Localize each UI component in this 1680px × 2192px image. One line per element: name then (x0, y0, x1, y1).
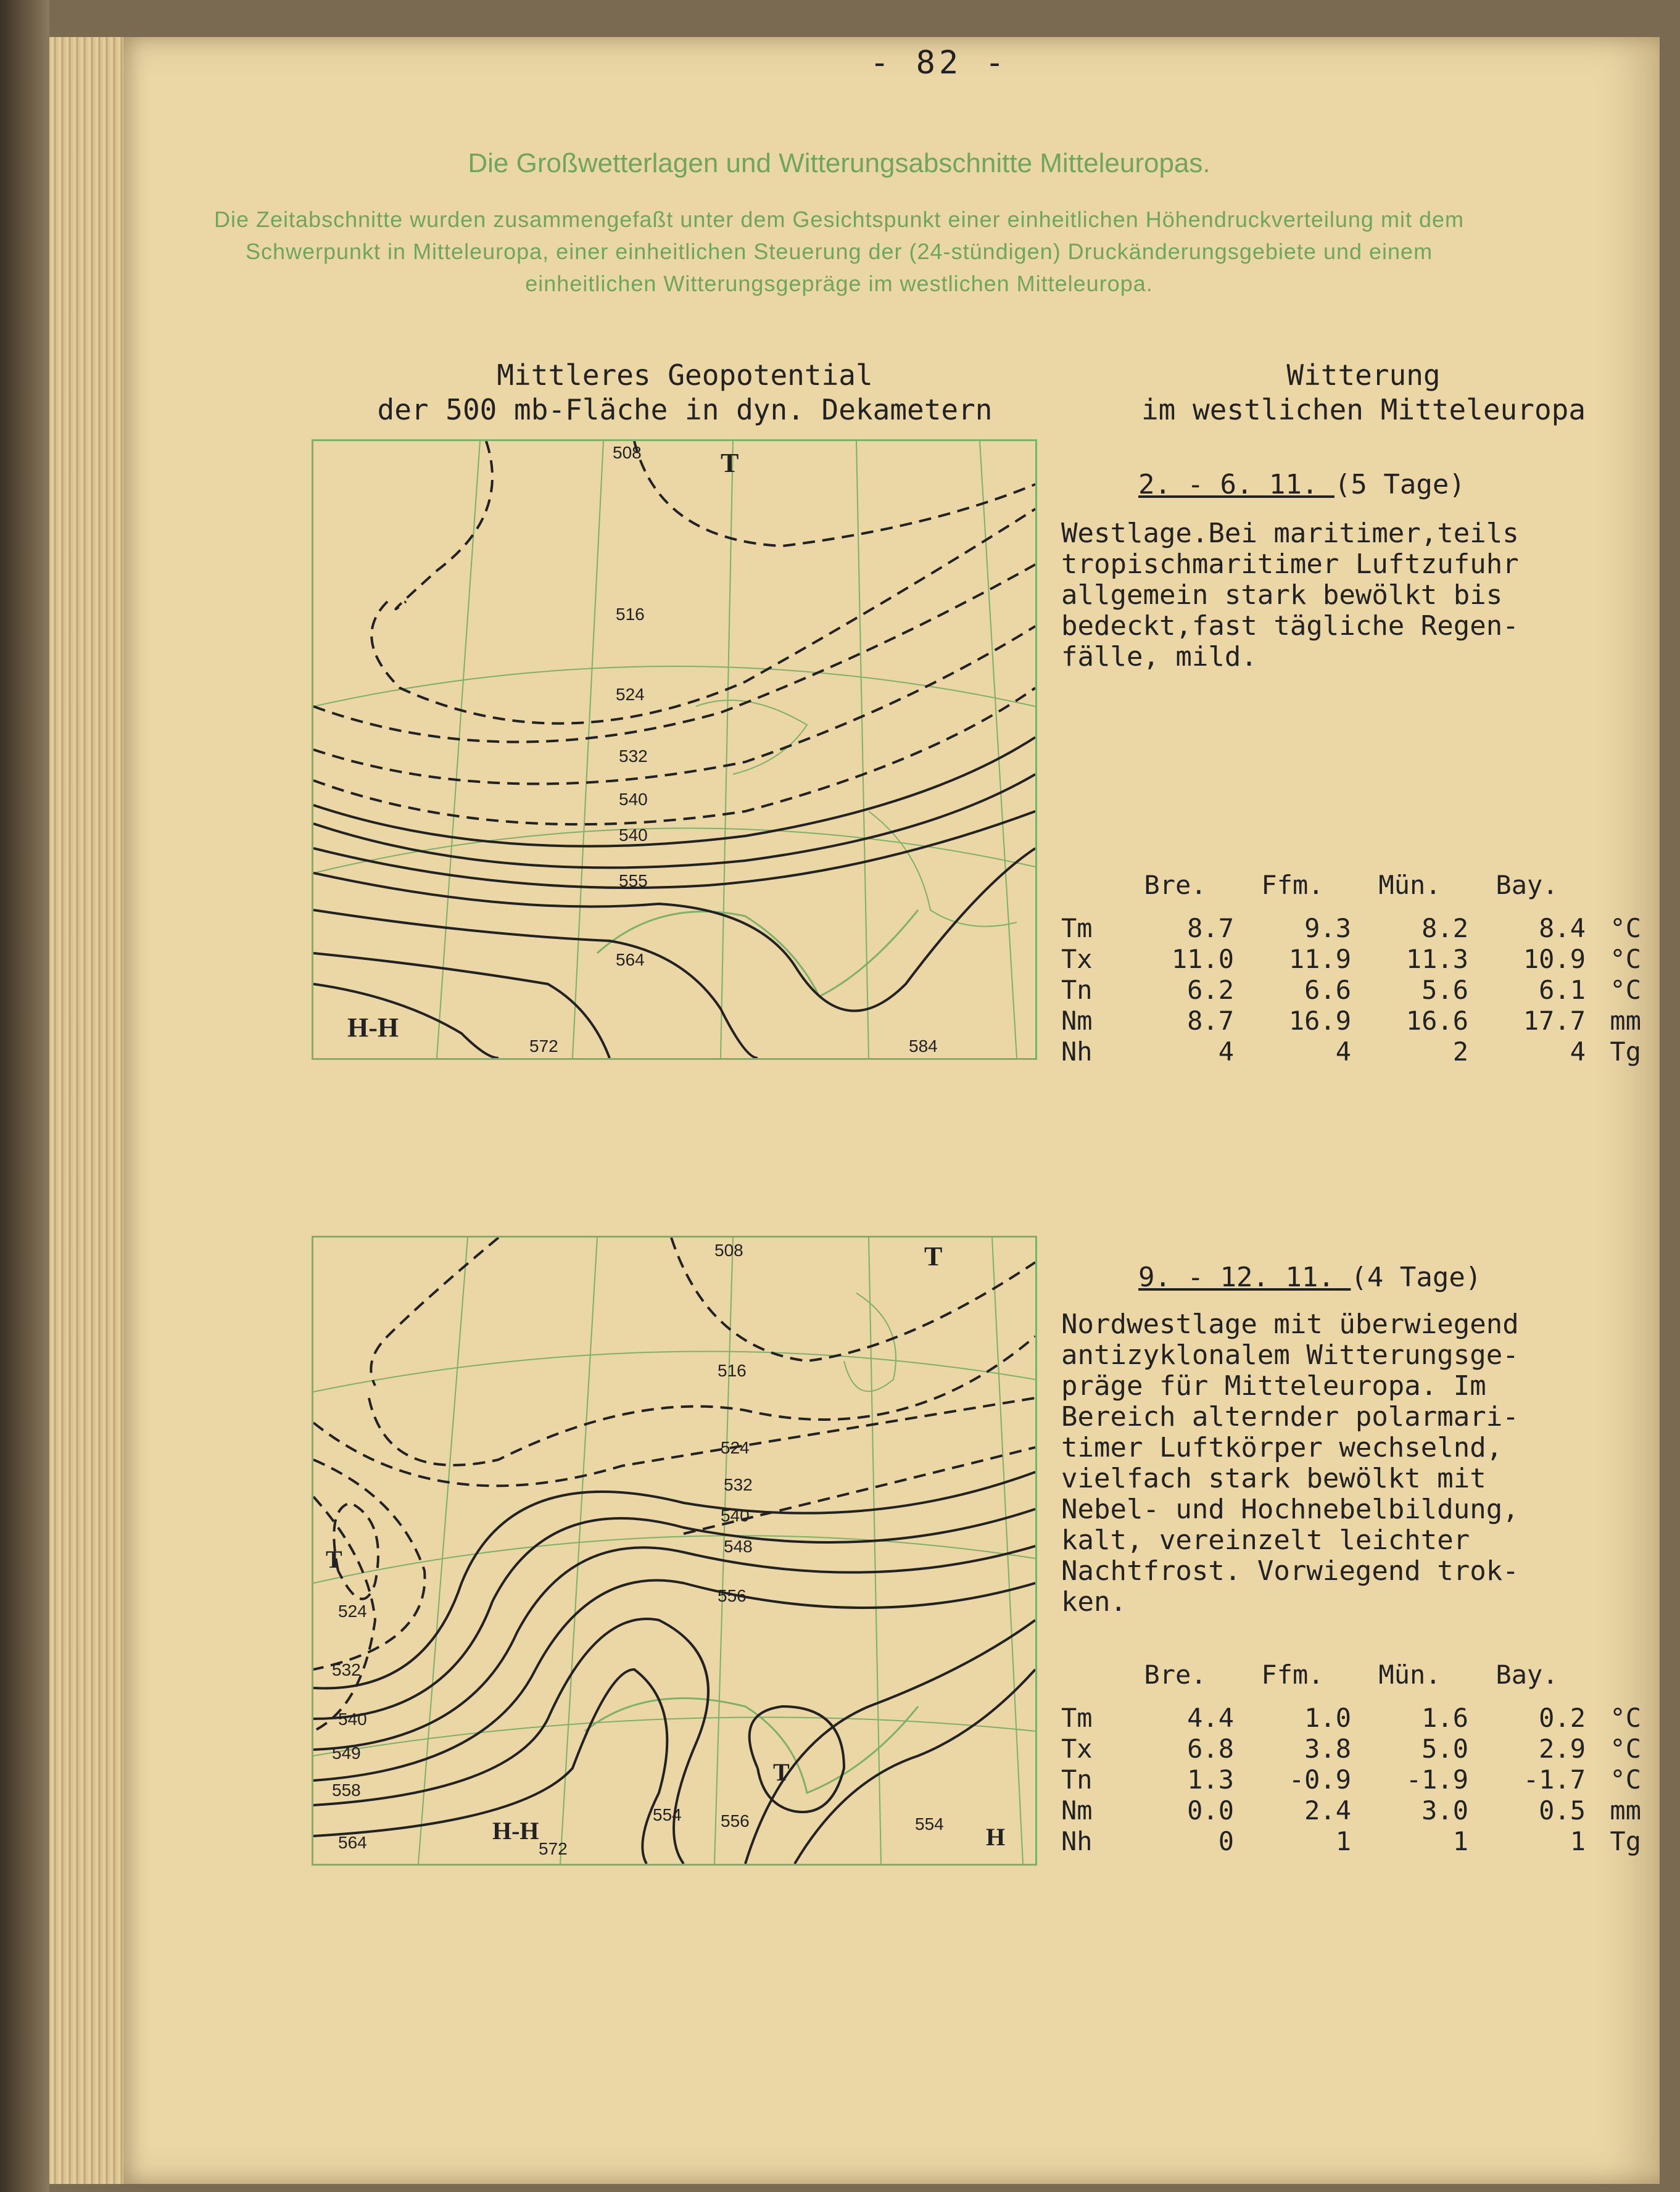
unit: mm (1610, 1005, 1641, 1036)
contour-label-564-west: 564 (338, 1833, 367, 1852)
cell: 1.0 (1304, 1702, 1351, 1733)
period-1-duration: (5 Tage) (1334, 469, 1465, 500)
contour-label-508: 508 (613, 443, 642, 462)
description-1: Westlage.Bei maritimer,teils tropischmaritimer Luftzufuhr allgemein stark bewölkt bis bedeckt,fast tägliche Regen- fälle, mild. (1061, 518, 1519, 672)
period-2-duration: (4 Tage) (1351, 1262, 1482, 1293)
high-pressure-symbol-southeast: H (986, 1823, 1006, 1851)
low-pressure-symbol-north: T (924, 1241, 943, 1272)
contour-label-532: 532 (619, 747, 648, 766)
cell: 8.4 (1539, 912, 1586, 943)
cell: 8.2 (1421, 912, 1468, 943)
unit: Tg (1610, 1826, 1641, 1856)
row-label: Nm (1061, 1795, 1093, 1826)
cell: 16.6 (1405, 1005, 1468, 1036)
contour-label-555: 555 (619, 871, 648, 890)
cell: 6.1 (1539, 974, 1586, 1005)
contour-label-564: 564 (616, 950, 645, 969)
weather-table-2 (1061, 1660, 1641, 1856)
cell: 11.9 (1288, 943, 1351, 974)
period-1 (1138, 469, 1465, 500)
contour-label-516: 516 (718, 1361, 747, 1380)
book-spine-shadow (0, 0, 49, 2192)
contour-label-540: 540 (721, 1506, 750, 1525)
cell: 1.6 (1421, 1702, 1468, 1733)
contour-label-532: 532 (724, 1475, 753, 1494)
cell: 8.7 (1187, 912, 1234, 943)
cell: 1.3 (1187, 1764, 1234, 1795)
cell: 6.6 (1304, 974, 1351, 1005)
contour-label-572: 572 (529, 1036, 558, 1056)
table-row (1061, 1795, 1641, 1826)
table-row (1061, 1702, 1641, 1733)
row-label: Nh (1061, 1826, 1093, 1856)
col-bre: Bre. (1144, 870, 1207, 900)
cell: 4 (1335, 1036, 1351, 1067)
col-muen: Mün. (1378, 1660, 1441, 1690)
page-number: - 82 - (870, 44, 1008, 81)
row-label: Tn (1061, 1764, 1093, 1795)
col-bre: Bre. (1144, 1660, 1207, 1690)
unit: °C (1610, 943, 1641, 974)
weather-heading-line1: Witterung (1286, 358, 1441, 392)
row-label: Nm (1061, 1005, 1093, 1036)
cell: 1 (1452, 1826, 1468, 1856)
weather-column-heading (1086, 358, 1641, 427)
map-heading-line2: der 500 mb-Fläche in dyn. Dekametern (377, 393, 993, 426)
contour-label-554: 554 (653, 1805, 682, 1824)
table-row (1061, 1764, 1641, 1795)
cell: 10.9 (1523, 943, 1586, 974)
unit: mm (1610, 1795, 1641, 1826)
weather-table-1 (1061, 870, 1641, 1067)
cell: -1.7 (1523, 1764, 1586, 1795)
contour-label-584: 584 (909, 1036, 938, 1056)
col-muen: Mün. (1378, 870, 1441, 900)
weather-heading-line2: im westlichen Mitteleuropa (1141, 393, 1586, 426)
unit: °C (1610, 1702, 1641, 1733)
contour-label-524: 524 (721, 1438, 750, 1457)
dashed-contours (313, 1238, 1035, 1731)
col-ffm: Ffm. (1261, 870, 1324, 900)
table-row (1061, 1005, 1641, 1036)
row-label: Tm (1061, 1702, 1093, 1733)
unit: °C (1610, 1764, 1641, 1795)
cell: 4 (1218, 1036, 1234, 1067)
contour-map-2 (313, 1238, 1035, 1864)
cell: -1.9 (1405, 1764, 1468, 1795)
period-1-dates: 2. - 6. 11. (1138, 469, 1318, 500)
cell: 1 (1335, 1826, 1351, 1856)
contour-label-532-west: 532 (332, 1660, 361, 1679)
cell: 3.0 (1421, 1795, 1468, 1826)
low-pressure-symbol-west: T (326, 1545, 342, 1573)
contour-label-554-east: 554 (915, 1814, 944, 1834)
table-row (1061, 912, 1641, 943)
cell: 16.9 (1288, 1005, 1351, 1036)
row-label: Tx (1061, 943, 1093, 974)
period-2-dates: 9. - 12. 11. (1138, 1262, 1334, 1293)
contour-label-572: 572 (539, 1839, 568, 1858)
contour-label-540b: 540 (619, 825, 648, 845)
cell: -0.9 (1288, 1764, 1351, 1795)
table-row (1061, 1036, 1641, 1067)
row-label: Tm (1061, 912, 1093, 943)
cell: 6.8 (1187, 1733, 1234, 1764)
cell: 0.0 (1187, 1795, 1234, 1826)
contour-label-540-west: 540 (338, 1710, 367, 1729)
row-label: Nh (1061, 1036, 1093, 1067)
table-row (1061, 1733, 1641, 1764)
cell: 0.5 (1539, 1795, 1586, 1826)
page-title: Die Großwetterlagen und Witterungsabschnitte Mitteleuropas. (468, 148, 1210, 178)
cell: 11.3 (1405, 943, 1468, 974)
cell: 0.2 (1539, 1702, 1586, 1733)
contour-label-516: 516 (616, 605, 645, 624)
contour-label-524: 524 (616, 685, 645, 704)
map-heading-line1: Mittleres Geopotential (497, 358, 873, 392)
col-bay: Bay. (1496, 870, 1558, 900)
table-row (1061, 974, 1641, 1005)
cell: 8.7 (1187, 1005, 1234, 1036)
contour-label-549-west: 549 (332, 1743, 361, 1763)
cell: 17.7 (1523, 1005, 1586, 1036)
low-pressure-symbol-italy: T (773, 1758, 790, 1786)
intro-paragraph: Die Zeitabschnitte wurden zusammengefaßt unter dem Gesichtspunkt einer einheitlichen Höhendruckverteilung mit dem Schwerpunkt in Mitteleuropa, einer einheitlichen Steuerung der (24-stündigen) Druckänderungsgebiete und einem einheitlichen Witterungsgepräge im westlichen Mitteleuropa. (214, 207, 1464, 296)
unit: Tg (1610, 1036, 1641, 1067)
cell: 5.6 (1421, 974, 1468, 1005)
cell: 4.4 (1187, 1702, 1234, 1733)
col-bay: Bay. (1496, 1660, 1558, 1690)
map-column-heading (296, 358, 1074, 427)
row-label: Tn (1061, 974, 1093, 1005)
contour-map-1 (313, 441, 1035, 1058)
cell: 6.2 (1187, 974, 1234, 1005)
cell: 1 (1570, 1826, 1586, 1856)
col-ffm: Ffm. (1261, 1660, 1324, 1690)
contour-label-524-west: 524 (338, 1602, 367, 1621)
high-pressure-symbol-southwest: H-H (492, 1817, 539, 1845)
cell: 2.9 (1539, 1733, 1586, 1764)
contour-label-540a: 540 (619, 790, 648, 809)
contour-label-548: 548 (724, 1537, 753, 1556)
cell: 9.3 (1304, 912, 1351, 943)
dashed-contours (313, 441, 1035, 824)
geopotential-map-2 (312, 1236, 1037, 1866)
unit: °C (1610, 912, 1641, 943)
cell: 4 (1570, 1036, 1586, 1067)
period-2 (1138, 1262, 1481, 1293)
table-row (1061, 943, 1641, 974)
contour-label-508: 508 (714, 1241, 743, 1260)
row-label: Tx (1061, 1733, 1093, 1764)
unit: °C (1610, 974, 1641, 1005)
description-2: Nordwestlage mit überwiegend antizyklonalem Witterungsge- präge für Mitteleuropa. Im Bereich alternder polarmari- timer Luftkörper wechselnd, vielfach stark bewölkt mit Nebel- und Hochnebelbildung, kalt, vereinzelt leichter Nachtfrost. Vorwiegend trok- ken. (1061, 1309, 1519, 1618)
contour-label-558-west: 558 (332, 1780, 361, 1800)
cell: 11.0 (1171, 943, 1234, 974)
unit: °C (1610, 1733, 1641, 1764)
low-pressure-symbol: T (721, 448, 739, 478)
contour-label-556-south: 556 (721, 1811, 750, 1830)
high-pressure-symbol: H-H (347, 1012, 399, 1043)
cell: 0 (1218, 1826, 1234, 1856)
cell: 2 (1452, 1036, 1468, 1067)
table-row (1061, 1826, 1641, 1856)
cell: 2.4 (1304, 1795, 1351, 1826)
cell: 3.8 (1304, 1733, 1351, 1764)
cell: 5.0 (1421, 1733, 1468, 1764)
contour-label-556: 556 (718, 1586, 747, 1605)
geopotential-map-1 (312, 439, 1037, 1060)
